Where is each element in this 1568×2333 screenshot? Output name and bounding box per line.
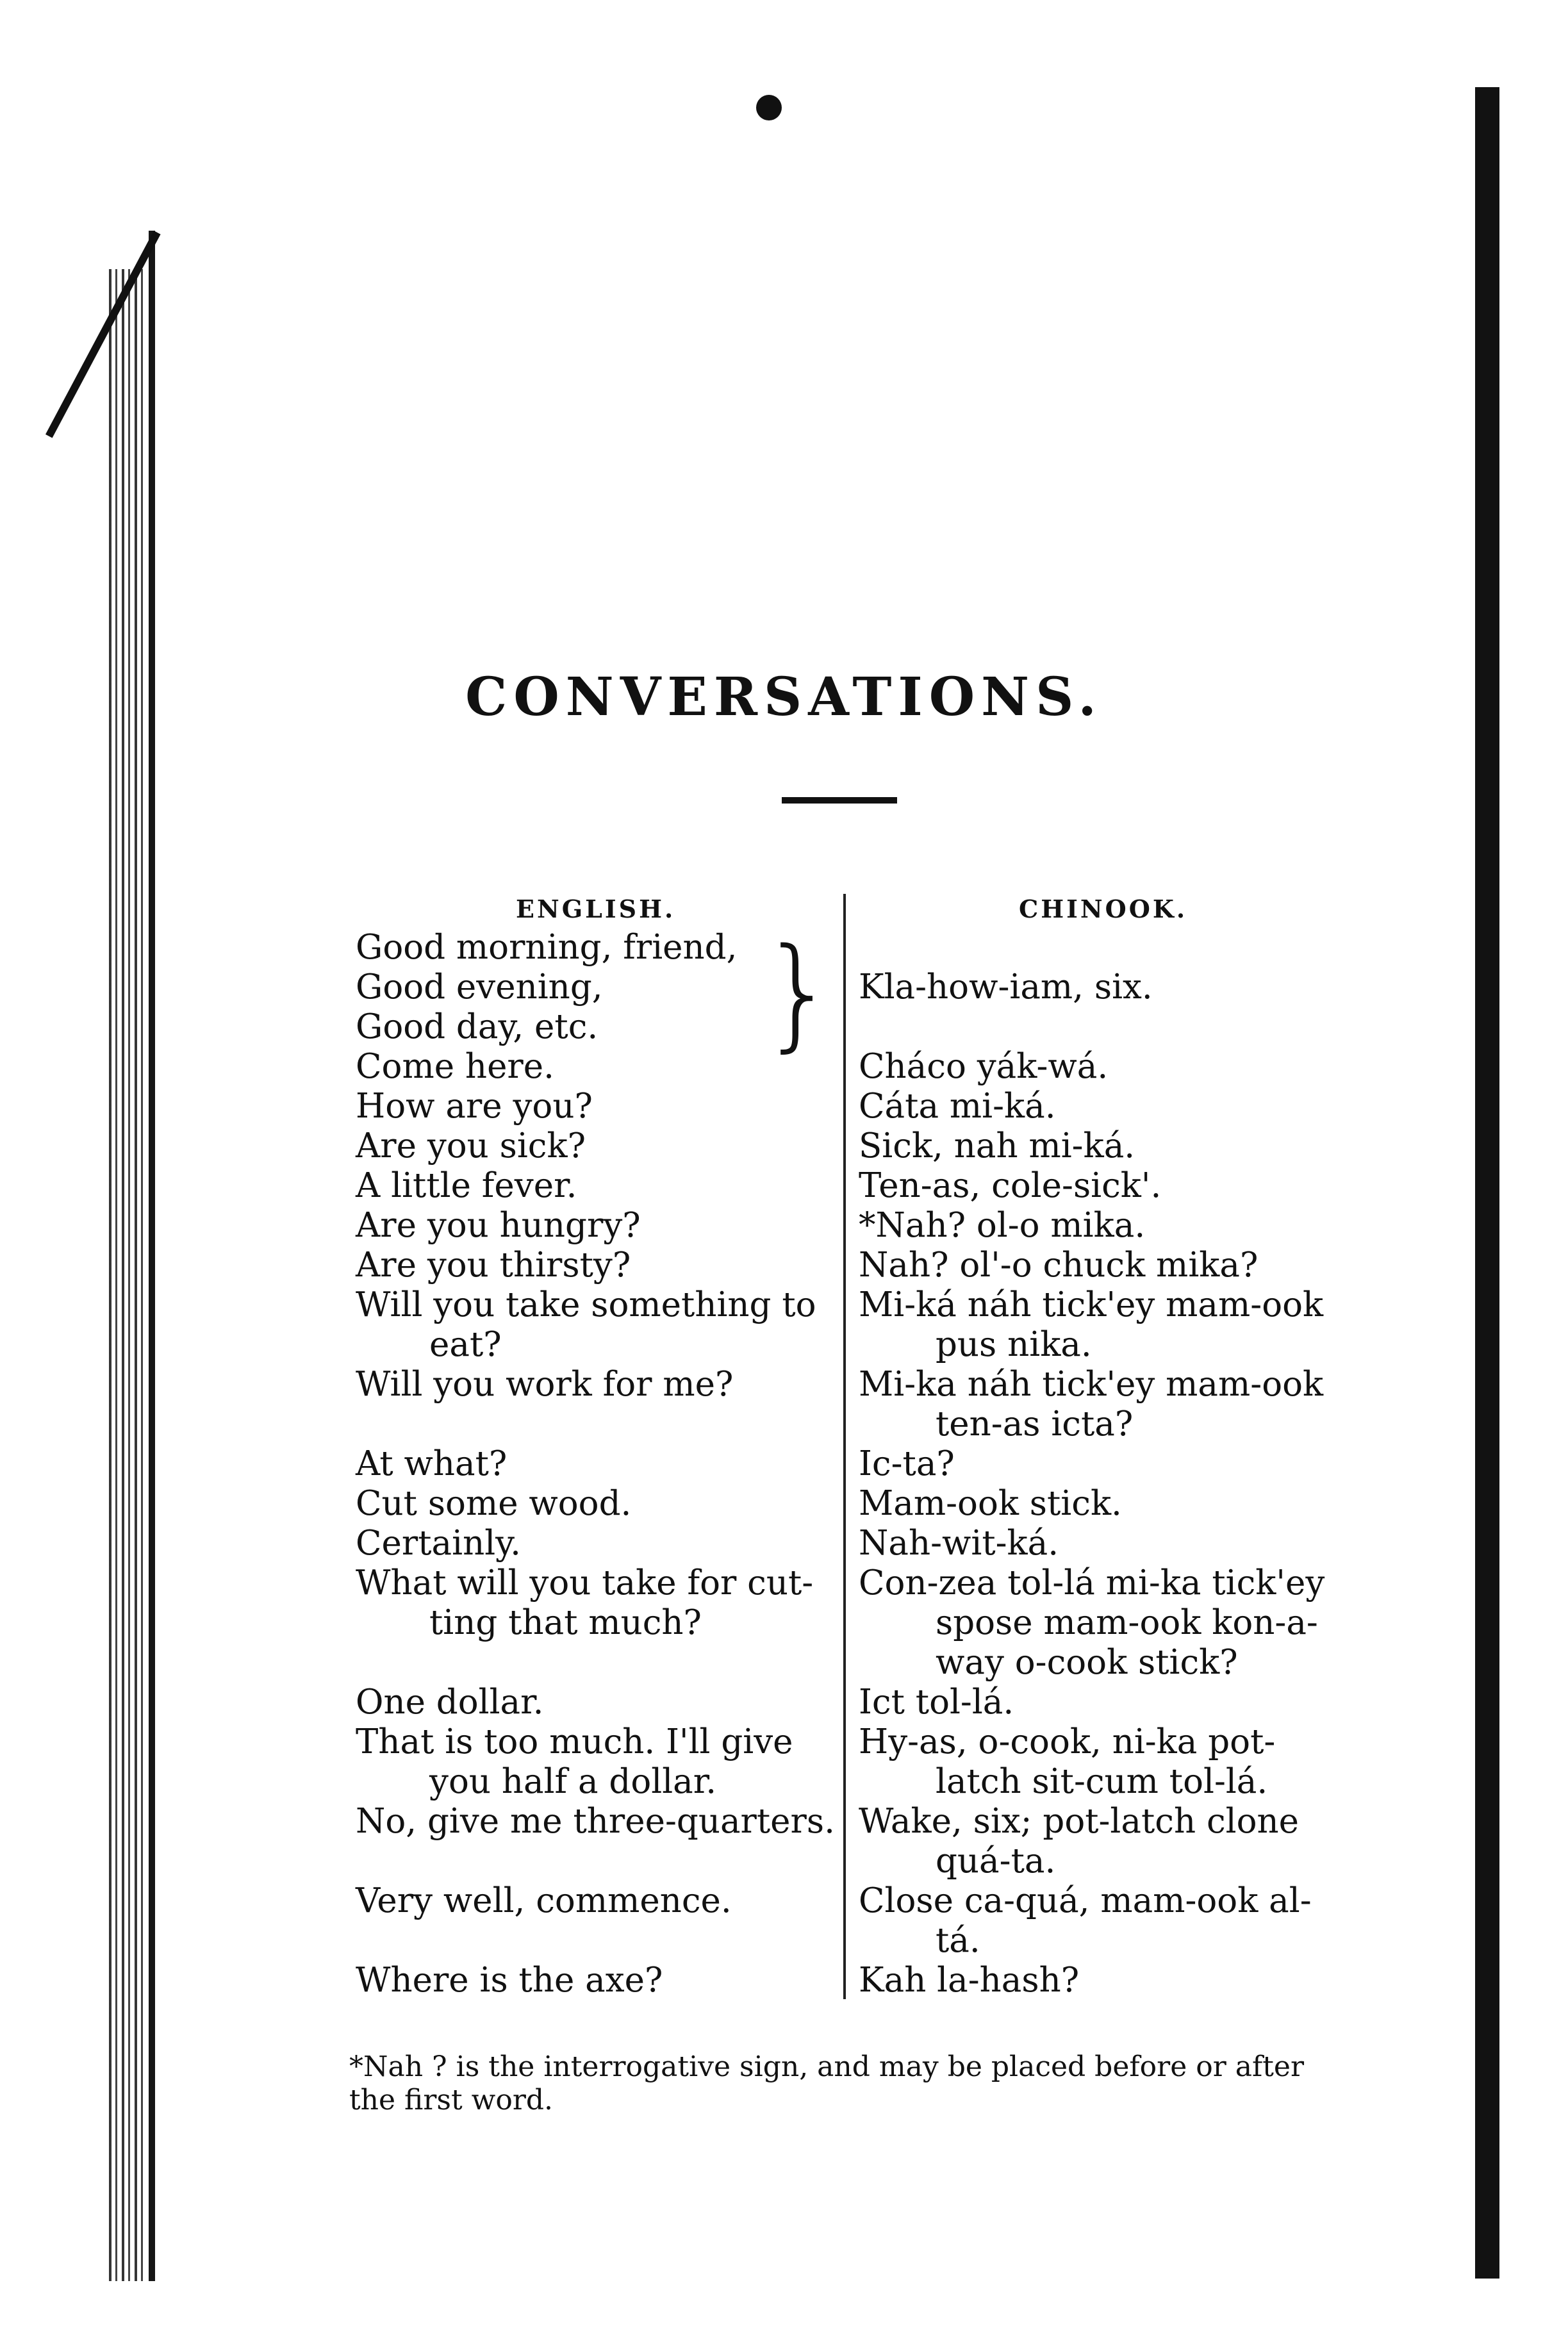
chinook-phrase-continuation: quá-ta. — [936, 1842, 1056, 1881]
chinook-phrase: Cháco yák-wá. — [859, 1047, 1109, 1086]
english-phrase: Good day, etc. — [356, 1007, 598, 1046]
ink-dot — [756, 95, 782, 120]
chinook-phrase-continuation: pus nika. — [936, 1325, 1092, 1364]
chinook-phrase: Ict tol-lá. — [859, 1683, 1014, 1722]
english-phrase: Are you sick? — [356, 1126, 586, 1166]
chinook-phrase-continuation: spose mam-ook kon-a- — [936, 1603, 1318, 1642]
english-phrase: Certainly. — [356, 1524, 521, 1563]
chinook-phrase: Wake, six; pot-latch clone — [859, 1802, 1299, 1841]
english-phrase: One dollar. — [356, 1683, 544, 1722]
chinook-phrase: Ic-ta? — [859, 1444, 955, 1483]
english-phrase: How are you? — [356, 1087, 593, 1126]
binding-edge — [149, 231, 155, 2281]
binding-texture — [109, 269, 147, 2281]
chinook-phrase: Kla-how-iam, six. — [859, 968, 1153, 1007]
chinook-phrase-continuation: way o-cook stick? — [936, 1643, 1238, 1682]
english-phrase: At what? — [356, 1444, 508, 1483]
chinook-phrase: Nah? ol'-o chuck mika? — [859, 1246, 1259, 1285]
page-title: CONVERSATIONS. — [465, 666, 1103, 728]
english-phrase: Will you work for me? — [356, 1365, 734, 1404]
chinook-phrase: Close ca-quá, mam-ook al- — [859, 1881, 1312, 1920]
english-phrase: That is too much. I'll give — [356, 1722, 793, 1761]
english-phrase: Are you thirsty? — [356, 1246, 631, 1285]
english-phrase: Good morning, friend, — [356, 928, 738, 967]
scan-edge-bar — [1475, 87, 1499, 2279]
column-divider — [843, 894, 846, 1999]
chinook-phrase: *Nah? ol-o mika. — [859, 1206, 1146, 1245]
chinook-phrase: Kah la-hash? — [859, 1961, 1080, 2000]
english-phrase-continuation: you half a dollar. — [429, 1762, 717, 1801]
english-phrase: Cut some wood. — [356, 1484, 632, 1523]
column-header-chinook: CHINOOK. — [1019, 894, 1188, 923]
english-phrase: Where is the axe? — [356, 1961, 663, 2000]
english-phrase: What will you take for cut- — [356, 1563, 814, 1603]
english-phrase-continuation: ting that much? — [429, 1603, 702, 1642]
english-phrase: Come here. — [356, 1047, 554, 1086]
english-phrase: No, give me three-quarters. — [356, 1802, 835, 1841]
chinook-phrase: Hy-as, o-cook, ni-ka pot- — [859, 1722, 1276, 1761]
chinook-phrase-continuation: ten-as icta? — [936, 1405, 1134, 1444]
title-rule — [782, 797, 897, 804]
english-phrase: Are you hungry? — [356, 1206, 641, 1245]
english-phrase: Very well, commence. — [356, 1881, 732, 1920]
english-phrase: Will you take something to — [356, 1285, 816, 1324]
english-phrase: Good evening, — [356, 968, 603, 1007]
chinook-phrase: Ten-as, cole-sick'. — [859, 1166, 1162, 1205]
chinook-phrase: Nah-wit-ká. — [859, 1524, 1059, 1563]
chinook-phrase: Sick, nah mi-ká. — [859, 1126, 1135, 1166]
grouping-brace: } — [760, 922, 838, 1064]
chinook-phrase: Mi-ká náh tick'ey mam-ook — [859, 1285, 1324, 1324]
chinook-phrase: Mi-ka náh tick'ey mam-ook — [859, 1365, 1324, 1404]
english-phrase-continuation: eat? — [429, 1325, 502, 1364]
footnote: *Nah ? is the interrogative sign, and may be placed before or after the first word. — [349, 2050, 1305, 2116]
chinook-phrase: Con-zea tol-lá mi-ka tick'ey — [859, 1563, 1325, 1603]
column-header-english: ENGLISH. — [516, 894, 676, 923]
chinook-phrase: Cáta mi-ká. — [859, 1087, 1056, 1126]
english-phrase: A little fever. — [356, 1166, 577, 1205]
chinook-phrase: Mam-ook stick. — [859, 1484, 1122, 1523]
chinook-phrase-continuation: latch sit-cum tol-lá. — [936, 1762, 1268, 1801]
chinook-phrase-continuation: tá. — [936, 1921, 980, 1960]
